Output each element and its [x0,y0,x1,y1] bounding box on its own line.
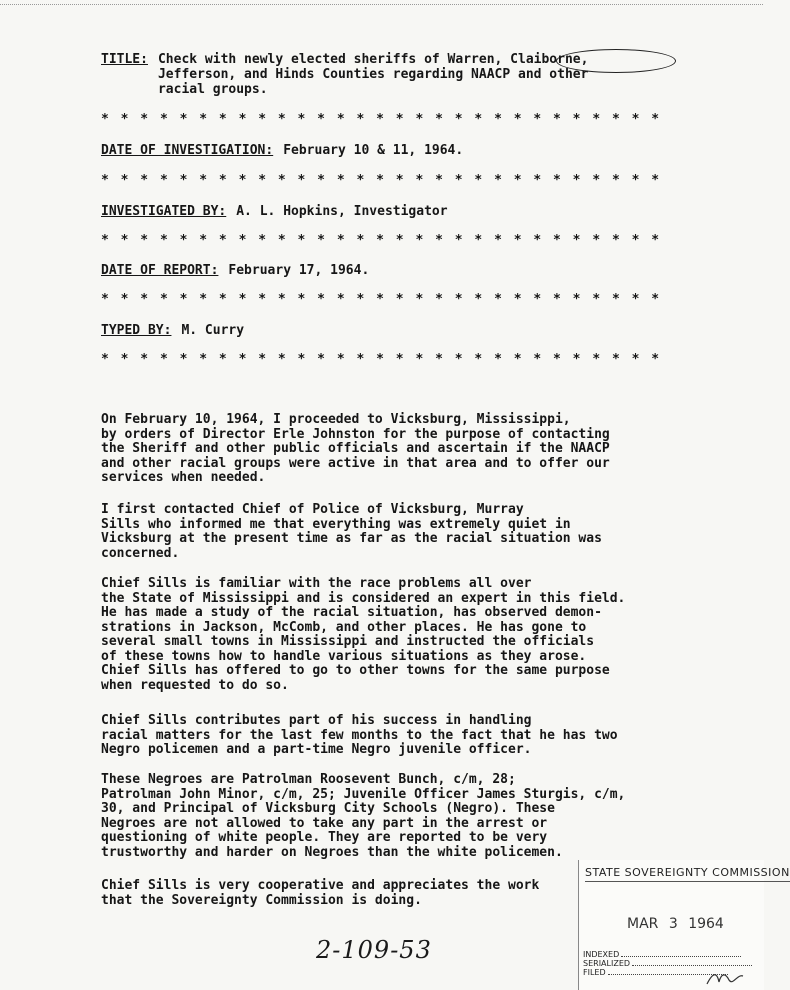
paragraph-3: Chief Sills is familiar with the race problems all over the State of Mississippi and is considered an expert in this field. He has made a study of the racial situation, has observed demon- strations in Jackson, McComb, and other places. He has gone to several small towns in Mississippi and instructed the officials of these towns how to handle various situations as they arose. Chief Sills has offered to go to other towns for the same purpose when requested to do so. [101,576,626,693]
stamp-serialized-label: SERIALIZED [583,959,631,968]
stamp-field-indexed [583,950,752,959]
date-of-report-value: February 17, 1964. [228,263,370,278]
investigated-by-row [101,204,448,219]
investigated-by-label: INVESTIGATED BY: [101,204,227,219]
separator: * * * * * * * * * * * * * * * * * * * * * * * * * * * * * [101,292,662,307]
date-of-report-row [101,263,369,278]
paragraph-4: Chief Sills contributes part of his success in handling racial matters for the last few months to the fact that he has two Negro policemen and a part-time Negro juvenile officer. [101,713,618,757]
top-border [0,4,763,5]
paragraph-6: Chief Sills is very cooperative and appreciates the work that the Sovereignty Commission is doing. [101,878,540,908]
date-of-investigation-row [101,143,463,158]
paragraph-5: These Negroes are Patrolman Roosevent Bunch, c/m, 28; Patrolman John Minor, c/m, 25; Juvenile Officer James Sturgis, c/m, 30, and Principal of Vicksburg City Schools (Negro). These Negroes are not allowed to take any part in the arrest or questioning of white people. They are reported to be very trustworthy and harder on Negroes than the white policemen. [101,772,626,860]
title-text: Check with newly elected sheriffs of Warren, Claiborne, Jefferson, and Hinds Counties regarding NAACP and other racial groups. [157,52,589,97]
date-of-investigation-label: DATE OF INVESTIGATION: [101,143,274,158]
stamp-indexed-label: INDEXED [583,950,620,959]
stamp-heading: STATE SOVEREIGNTY COMMISSION [585,866,790,882]
handwritten-file-number: 2-109-53 [316,936,432,964]
pen-circle-mark [556,49,676,73]
separator: * * * * * * * * * * * * * * * * * * * * * * * * * * * * * [101,352,662,367]
separator: * * * * * * * * * * * * * * * * * * * * * * * * * * * * * [101,173,662,188]
separator: * * * * * * * * * * * * * * * * * * * * * * * * * * * * * [101,112,662,127]
date-of-report-label: DATE OF REPORT: [101,263,219,278]
title-label: TITLE: [101,52,148,67]
received-stamp [578,860,790,990]
paragraph-2: I first contacted Chief of Police of Vicksburg, Murray Sills who informed me that everything was extremely quiet in Vicksburg at the present time as far as the racial situation was concerned. [101,502,602,561]
handwritten-initials-icon [705,968,745,988]
date-of-investigation-value: February 10 & 11, 1964. [283,143,464,158]
separator: * * * * * * * * * * * * * * * * * * * * * * * * * * * * * [101,233,662,248]
typed-by-label: TYPED BY: [101,323,172,338]
stamp-date: MAR 3 1964 [627,916,724,932]
stamp-field-serialized [583,959,752,968]
paragraph-1: On February 10, 1964, I proceeded to Vicksburg, Mississippi, by orders of Director Erle Johnston for the purpose of contacting the Sheriff and other public officials and ascertain if the NAACP and other racial groups were active in that area and to offer our services when needed. [101,412,610,485]
stamp-filed-label: FILED [583,968,606,977]
typed-by-row [101,323,244,338]
investigated-by-value: A. L. Hopkins, Investigator [236,204,448,219]
typed-by-value: M. Curry [181,323,245,338]
